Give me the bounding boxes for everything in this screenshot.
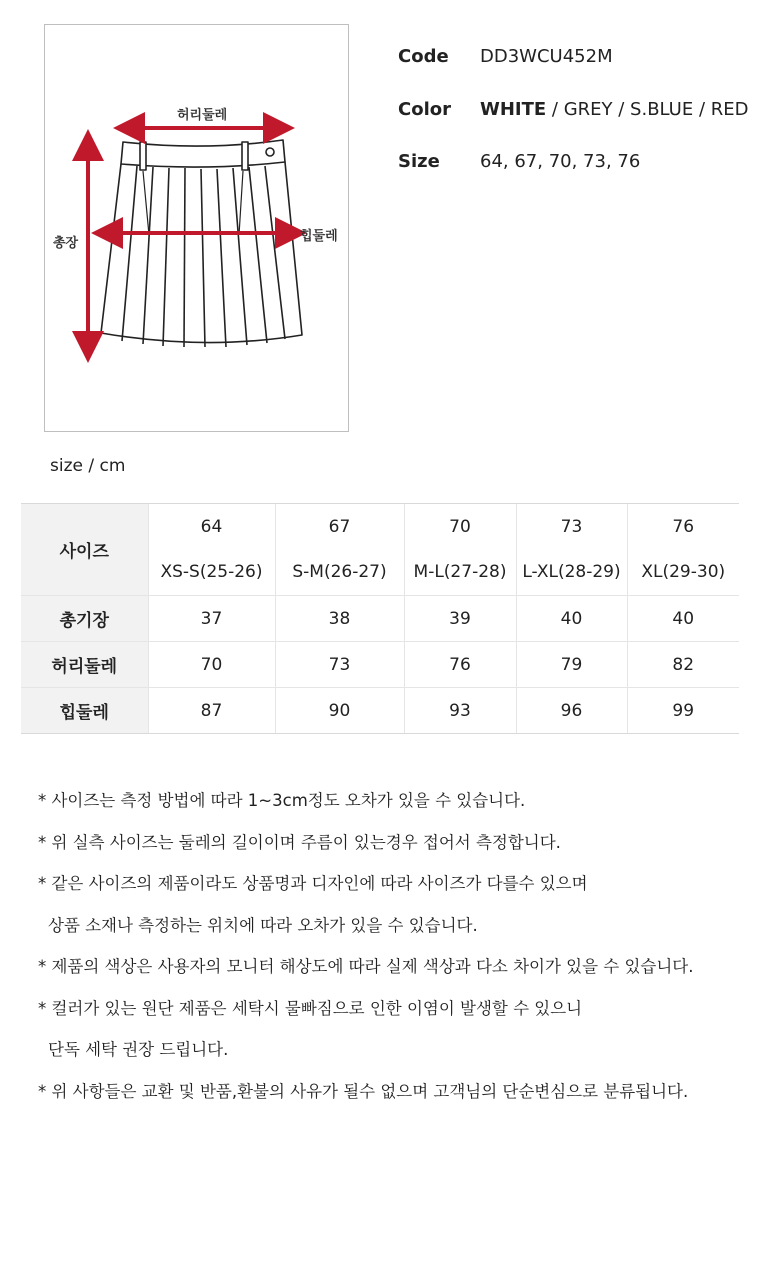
table-cell: 40 xyxy=(627,596,739,642)
color-rest: / GREY / S.BLUE / RED xyxy=(546,99,749,120)
hip-label: 힙둘레 xyxy=(300,229,338,244)
table-row xyxy=(21,596,739,642)
note-item: * 제품의 색상은 사용자의 모니터 해상도에 따라 실제 색상과 다소 차이가 있을 수 있습니다. xyxy=(38,957,694,976)
measurement-diagram xyxy=(44,24,349,432)
note-item: * 사이즈는 측정 방법에 따라 1~3cm정도 오차가 있을 수 있습니다. xyxy=(38,791,526,810)
table-cell: 93 xyxy=(404,688,516,734)
table-cell: 37 xyxy=(148,596,275,642)
code-value: DD3WCU452M xyxy=(480,46,613,67)
waist-label: 허리둘레 xyxy=(177,108,228,123)
table-cell: 40 xyxy=(516,596,627,642)
size-cell: 73 xyxy=(516,504,627,550)
table-cell: 70 xyxy=(148,642,275,688)
letter-size-cell: XS-S(25-26) xyxy=(148,550,275,596)
notes-list xyxy=(38,787,693,1119)
note-item: * 위 실측 사이즈는 둘레의 길이이며 주름이 있는경우 접어서 측정합니다. xyxy=(38,832,561,852)
table-cell: 76 xyxy=(404,642,516,688)
letter-size-cell: M-L(27-28) xyxy=(404,550,516,596)
table-row xyxy=(21,642,739,688)
length-label: 총장 xyxy=(53,236,79,251)
letter-size-cell: XL(29-30) xyxy=(627,550,739,596)
table-row xyxy=(21,504,739,550)
size-cell: 64 xyxy=(148,504,275,550)
code-label: Code xyxy=(398,46,449,67)
color-label: Color xyxy=(398,99,451,120)
table-cell: 96 xyxy=(516,688,627,734)
table-cell: 82 xyxy=(627,642,739,688)
size-header: 사이즈 xyxy=(21,504,148,596)
size-value: 64, 67, 70, 73, 76 xyxy=(480,151,641,172)
color-first: WHITE xyxy=(480,99,547,120)
color-value xyxy=(480,99,748,120)
note-item: * 같은 사이즈의 제품이라도 상품명과 디자인에 따라 사이즈가 다를수 있으며 xyxy=(38,874,588,893)
row-header: 힙둘레 xyxy=(21,688,148,734)
note-item: * 위 사항들은 교환 및 반품,환불의 사유가 될수 없으며 고객님의 단순변심으로 분류됩니다. xyxy=(38,1081,689,1101)
row-header: 총기장 xyxy=(21,596,148,642)
letter-size-cell: S-M(26-27) xyxy=(275,550,404,596)
table-row xyxy=(21,688,739,734)
size-cell: 76 xyxy=(627,504,739,550)
note-item: * 컬러가 있는 원단 제품은 세탁시 물빠짐으로 인한 이염이 발생할 수 있으니 xyxy=(38,998,583,1018)
table-cell: 99 xyxy=(627,688,739,734)
table-cell: 90 xyxy=(275,688,404,734)
row-header: 허리둘레 xyxy=(21,642,148,688)
size-table xyxy=(21,503,739,734)
note-item: 상품 소재나 측정하는 위치에 따라 오차가 있을 수 있습니다. xyxy=(48,915,478,935)
size-label: Size xyxy=(398,151,440,172)
table-cell: 79 xyxy=(516,642,627,688)
table-cell: 38 xyxy=(275,596,404,642)
unit-label: size / cm xyxy=(50,456,126,476)
note-item: 단독 세탁 권장 드립니다. xyxy=(48,1040,229,1059)
size-cell: 67 xyxy=(275,504,404,550)
letter-size-cell: L-XL(28-29) xyxy=(516,550,627,596)
table-cell: 87 xyxy=(148,688,275,734)
table-cell: 73 xyxy=(275,642,404,688)
table-cell: 39 xyxy=(404,596,516,642)
size-cell: 70 xyxy=(404,504,516,550)
